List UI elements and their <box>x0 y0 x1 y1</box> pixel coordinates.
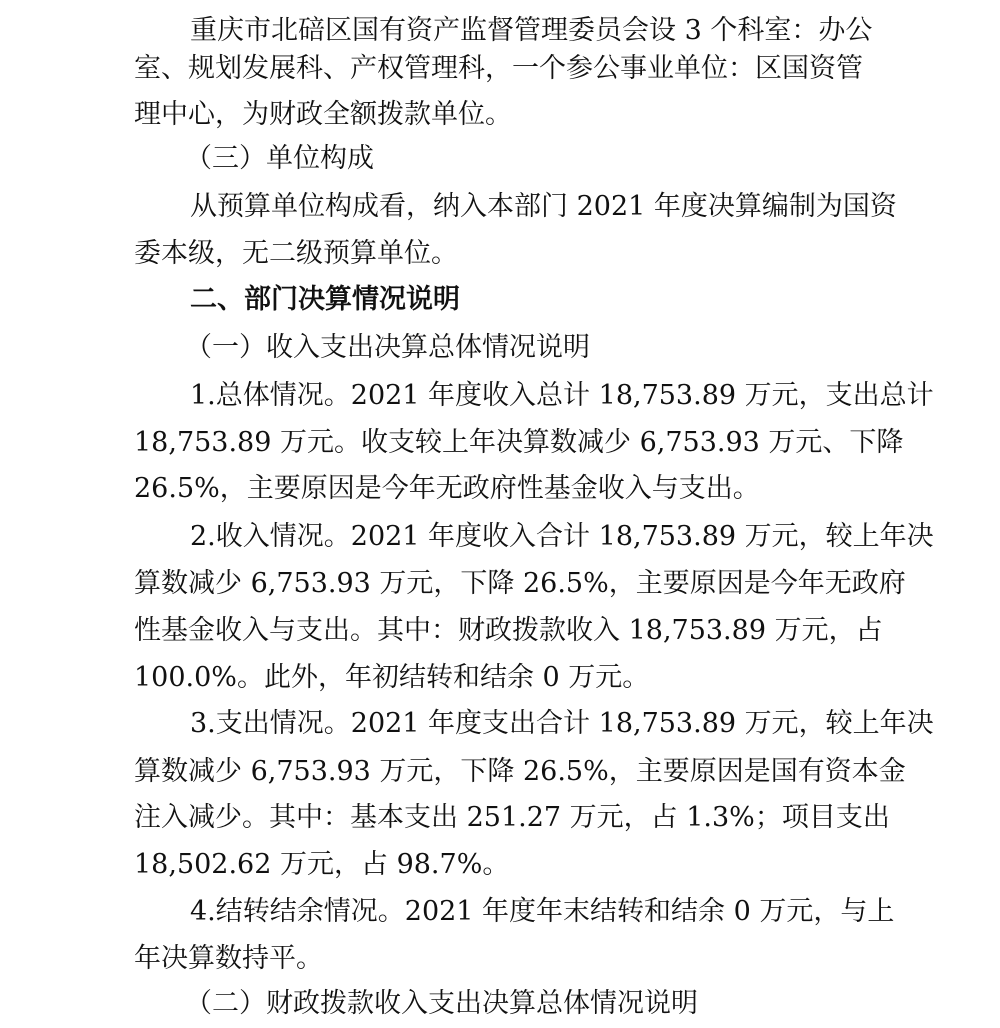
paragraph-line: 注入减少。其中：基本支出 251.27 万元，占 1.3%；项目支出 <box>134 802 890 833</box>
paragraph-line: 重庆市北碚区国有资产监督管理委员会设 3 个科室：办公 <box>190 15 873 46</box>
paragraph-line: 从预算单位构成看，纳入本部门 2021 年度决算编制为国资 <box>190 191 897 222</box>
paragraph-line: 100.0%。此外，年初结转和结余 0 万元。 <box>134 662 650 693</box>
paragraph-line: 18,753.89 万元。收支较上年决算数减少 6,753.93 万元、下降 <box>134 427 904 458</box>
paragraph-line: 4.结转结余情况。2021 年度年末结转和结余 0 万元，与上 <box>190 896 895 927</box>
paragraph-line: 室、规划发展科、产权管理科，一个参公事业单位：区国资管 <box>134 53 863 84</box>
paragraph-line: 性基金收入与支出。其中：财政拨款收入 18,753.89 万元，占 <box>134 615 883 646</box>
subsection-heading: （三）单位构成 <box>185 143 374 174</box>
paragraph-line: 18,502.62 万元，占 98.7%。 <box>134 849 510 880</box>
paragraph-line: 1.总体情况。2021 年度收入总计 18,753.89 万元，支出总计 <box>190 380 934 411</box>
subsection-heading: （一）收入支出决算总体情况说明 <box>185 332 590 363</box>
paragraph-line: 算数减少 6,753.93 万元，下降 26.5%，主要原因是国有资本金 <box>134 756 906 787</box>
subsection-heading: （二）财政拨款收入支出决算总体情况说明 <box>185 988 698 1019</box>
paragraph-line: 委本级，无二级预算单位。 <box>134 238 458 269</box>
paragraph-line: 2.收入情况。2021 年度收入合计 18,753.89 万元，较上年决 <box>190 521 934 552</box>
paragraph-line: 年决算数持平。 <box>134 943 323 974</box>
paragraph-line: 算数减少 6,753.93 万元，下降 26.5%，主要原因是今年无政府 <box>134 568 906 599</box>
paragraph-line: 26.5%，主要原因是今年无政府性基金收入与支出。 <box>134 473 760 504</box>
paragraph-line: 3.支出情况。2021 年度支出合计 18,753.89 万元，较上年决 <box>190 708 934 739</box>
paragraph-line: 理中心，为财政全额拨款单位。 <box>134 99 512 130</box>
section-heading: 二、部门决算情况说明 <box>190 284 460 315</box>
